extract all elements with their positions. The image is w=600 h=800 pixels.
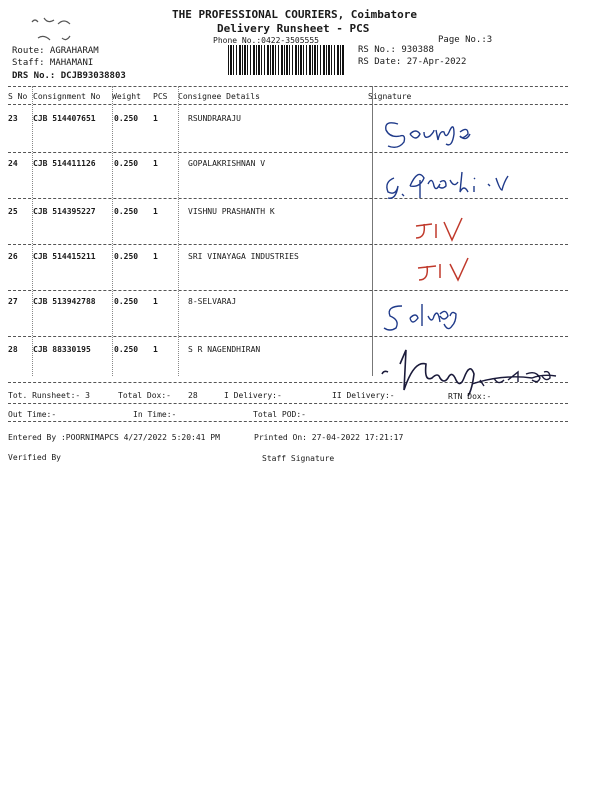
row-pcs: 1 xyxy=(153,252,158,261)
row-sno: 25 xyxy=(8,207,18,216)
signature-jiv-1 xyxy=(412,216,472,246)
column-rule xyxy=(32,86,33,376)
row-sno: 28 xyxy=(8,345,18,354)
column-rule xyxy=(112,86,113,376)
staff: Staff: MAHAMANI xyxy=(12,58,94,68)
divider xyxy=(8,421,568,422)
row-consignee: VISHNU PRASHANTH K xyxy=(188,207,275,216)
row-sno: 26 xyxy=(8,252,18,261)
signature-selvaraj xyxy=(382,296,472,336)
row-pcs: 1 xyxy=(153,207,158,216)
signature-preethi xyxy=(380,164,520,204)
row-sno: 24 xyxy=(8,159,18,168)
signature-jiv-2 xyxy=(414,256,474,286)
row-weight: 0.250 xyxy=(114,345,139,354)
page-number: Page No.:3 xyxy=(438,35,493,45)
out-time: Out Time:- xyxy=(8,410,57,419)
row-consignment: CJB 514415211 xyxy=(33,252,96,261)
row-weight: 0.250 xyxy=(114,207,139,216)
barcode xyxy=(228,45,344,75)
row-consignment: CJB 513942788 xyxy=(33,297,96,306)
entered-by: Entered By :POORNIMAPCS 4/27/2022 5:20:41 PM xyxy=(8,433,220,442)
row-weight: 0.250 xyxy=(114,114,139,123)
i-delivery: I Delivery:- xyxy=(224,391,282,400)
printed-on: Printed On: 27-04-2022 17:21:17 xyxy=(254,433,404,442)
divider xyxy=(8,152,568,153)
total-pod: Total POD:- xyxy=(253,410,306,419)
row-consignee: RSUNDRARAJU xyxy=(188,114,241,123)
divider xyxy=(8,403,568,404)
divider xyxy=(8,336,568,337)
company-name: THE PROFESSIONAL COURIERS, Coimbatore xyxy=(172,8,418,21)
col-consignee: Consignee Details xyxy=(178,92,260,101)
row-pcs: 1 xyxy=(153,114,158,123)
row-consignee: S R NAGENDHIRAN xyxy=(188,345,261,354)
rtn-dox: RTN Dox:- xyxy=(448,392,492,401)
drs-number: DRS No.: DCJB93038803 xyxy=(12,71,126,81)
row-consignee: 8-SELVARAJ xyxy=(188,297,237,306)
ii-delivery: II Delivery:- xyxy=(332,391,395,400)
column-rule xyxy=(178,86,179,376)
row-pcs: 1 xyxy=(153,297,158,306)
divider xyxy=(8,104,568,105)
row-sno: 23 xyxy=(8,114,18,123)
row-weight: 0.250 xyxy=(114,159,139,168)
row-pcs: 1 xyxy=(153,345,158,354)
col-pcs: PCS xyxy=(153,92,168,101)
row-pcs: 1 xyxy=(153,159,158,168)
col-weight: Weight xyxy=(112,92,141,101)
col-sno: S No xyxy=(8,92,28,101)
total-dox-label: Total Dox:- xyxy=(118,391,171,400)
row-consignee: GOPALAKRISHNAN V xyxy=(188,159,266,168)
divider xyxy=(8,86,568,87)
signature-soumya xyxy=(378,112,488,152)
rs-number: RS No.: 930388 xyxy=(358,45,434,55)
row-consignee: SRI VINAYAGA INDUSTRIES xyxy=(188,252,299,261)
phone-number: Phone No.:0422-3505555 xyxy=(213,36,319,45)
route: Route: AGRAHARAM xyxy=(12,46,99,56)
staff-signature: Staff Signature xyxy=(262,454,335,463)
row-consignment: CJB 514395227 xyxy=(33,207,96,216)
col-signature: Signature xyxy=(368,92,412,101)
row-consignment: CJB 514407651 xyxy=(33,114,96,123)
total-runsheet: Tot. Runsheet:- 3 xyxy=(8,391,90,400)
col-consignment: Consignment No xyxy=(33,92,101,101)
row-consignment: CJB 514411126 xyxy=(33,159,96,168)
row-sno: 27 xyxy=(8,297,18,306)
document-title: Delivery Runsheet - PCS xyxy=(217,22,370,35)
column-rule xyxy=(372,86,373,376)
in-time: In Time:- xyxy=(133,410,177,419)
total-dox-value: 28 xyxy=(188,391,198,400)
divider xyxy=(8,290,568,291)
scribble-mark xyxy=(28,14,78,50)
rs-date: RS Date: 27-Apr-2022 xyxy=(358,57,467,67)
verified-by: Verified By xyxy=(8,453,61,462)
row-consignment: CJB 88330195 xyxy=(33,345,91,354)
row-weight: 0.250 xyxy=(114,297,139,306)
row-weight: 0.250 xyxy=(114,252,139,261)
divider xyxy=(8,244,568,245)
